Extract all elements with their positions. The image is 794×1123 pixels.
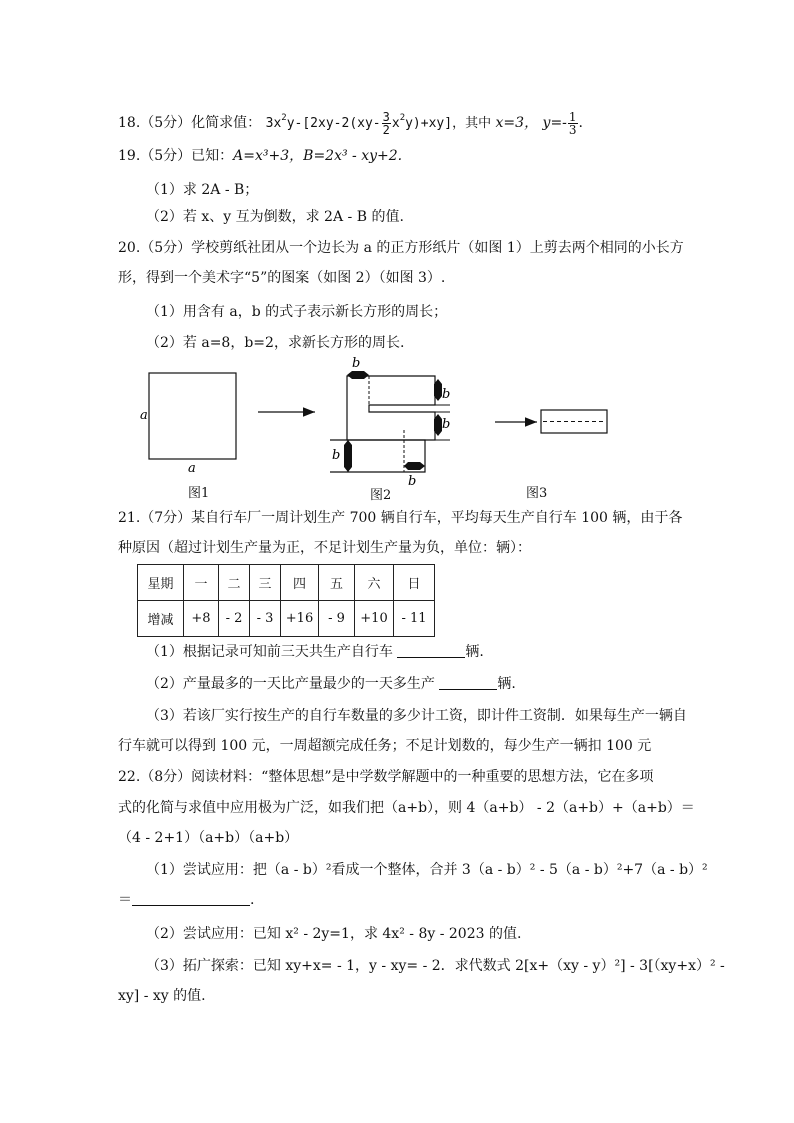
fig1-bottom-label: a [188, 461, 196, 476]
q18-expression: $3x^2y-[2xy-2(xy-$ $\frac{3}{2}$ $x^2y)+xy$]，其中 [265, 110, 492, 137]
q18-label: 18.（5分）化简求值： [118, 115, 262, 131]
q19-line: 19.（5分）已知：A=x³+3，B=2x³ - xy+2. [118, 148, 403, 164]
q21-part1: （1）根据记录可知前三天共生产自行车 辆. [146, 644, 484, 660]
q20-part1: （1）用含有 a，b 的式子表示新长方形的周长； [146, 304, 448, 320]
q21-line2: 种原因（超过计划生产量为正，不足计划生产量为负，单位：辆）： [118, 540, 531, 556]
q20-line1: 20.（5分）学校剪纸社团从一个边长为 a 的正方形纸片（如图 1）上剪去两个相同的小长方 [118, 240, 684, 256]
q21-line1: 21.（7分）某自行车厂一周计划生产 700 辆自行车，平均每天生产自行车 100 辆，由于各 [118, 510, 683, 526]
fig2-b-top: b [352, 356, 361, 371]
fig2-b-bottom: b [408, 474, 417, 489]
q22-line2: 式的化简与求值中应用极为广泛，如我们把（a+b），则 4（a+b） - 2（a+b）+（a+b）＝ [118, 800, 695, 816]
q22-part3-line1: （3）拓广探索：已知 xy+x= - 1，y - xy= - 2．求代数式 2[x+（xy - y）²] - 3[（xy+x）² - [146, 958, 725, 974]
fig3-caption: 图3 [526, 486, 548, 501]
q18-fraction: $\frac{3}{2}$ [382, 110, 390, 137]
q22-line3: （4 - 2+1）（a+b）（a+b） [118, 830, 299, 846]
answer-blank[interactable] [439, 675, 497, 690]
q19-part2: （2）若 x、y 互为倒数，求 2A - B 的值. [146, 209, 404, 225]
q21-part3-line2: 行车就可以得到 100 元，一周超额完成任务；不足计划数的，每少生产一辆扣 100 元 [118, 738, 652, 754]
q18-x-condition: x=3， [495, 115, 539, 131]
fig2-b-marker-bottom [404, 462, 425, 470]
fig2-b-right2: b [442, 417, 451, 432]
q18-y-fraction: $\frac{1}{3}$ [568, 109, 577, 137]
fig2-top-shape [347, 376, 435, 440]
q21-table [137, 564, 435, 637]
fig2-b-marker-left [344, 440, 352, 472]
q22-part1-answer: ＝ . [118, 892, 255, 908]
table-row: 增减 +8 - 2 - 3 +16 - 9 +10 - 11 [138, 601, 435, 637]
fig2-b-marker-top [347, 371, 369, 379]
q18-y-condition: y=- [542, 115, 567, 131]
q21-part2: （2）产量最多的一天比产量最少的一天多生产 辆. [146, 676, 516, 692]
fig1-square [149, 373, 236, 459]
fig2-b-right1: b [442, 387, 451, 402]
q19-part1: （1）求 2A - B； [146, 182, 259, 198]
q22-part1: （1）尝试应用：把（a - b）²看成一个整体，合并 3（a - b）² - 5（a - b）²+7（a - b）² [146, 862, 708, 878]
q20-figures [0, 355, 794, 505]
q20-line2: 形，得到一个美术字“5”的图案（如图 2）（如图 3）. [118, 270, 446, 286]
q22-part3-line2: xy] - xy 的值. [118, 988, 206, 1004]
fig2-caption: 图2 [370, 488, 392, 503]
fig1-side-label: a [140, 408, 148, 423]
q20-part2: （2）若 a=8，b=2，求新长方形的周长. [146, 335, 405, 351]
q18-line: 18.（5分）化简求值： $3x^2y-[2xy-2(xy-$ $\frac{3}{2}$ $x^2y)+xy$]，其中 x=3， y=- $\frac{1}{3}$ . [118, 109, 583, 137]
fig1-caption: 图1 [188, 486, 210, 501]
q22-line1: 22.（8分）阅读材料：“整体思想”是中学数学解题中的一种重要的思想方法，它在多项 [118, 769, 654, 785]
q21-part3-line1: （3）若该厂实行按生产的自行车数量的多少计工资，即计件工资制．如果每生产一辆自 [146, 708, 687, 724]
q22-part2: （2）尝试应用：已知 x² - 2y=1，求 4x² - 8y - 2023 的值. [146, 926, 522, 942]
table-row: 星期 一 二 三 四 五 六 日 [138, 565, 435, 601]
answer-blank[interactable] [397, 643, 465, 658]
answer-blank[interactable] [132, 891, 250, 906]
fig2-b-left: b [332, 448, 341, 463]
